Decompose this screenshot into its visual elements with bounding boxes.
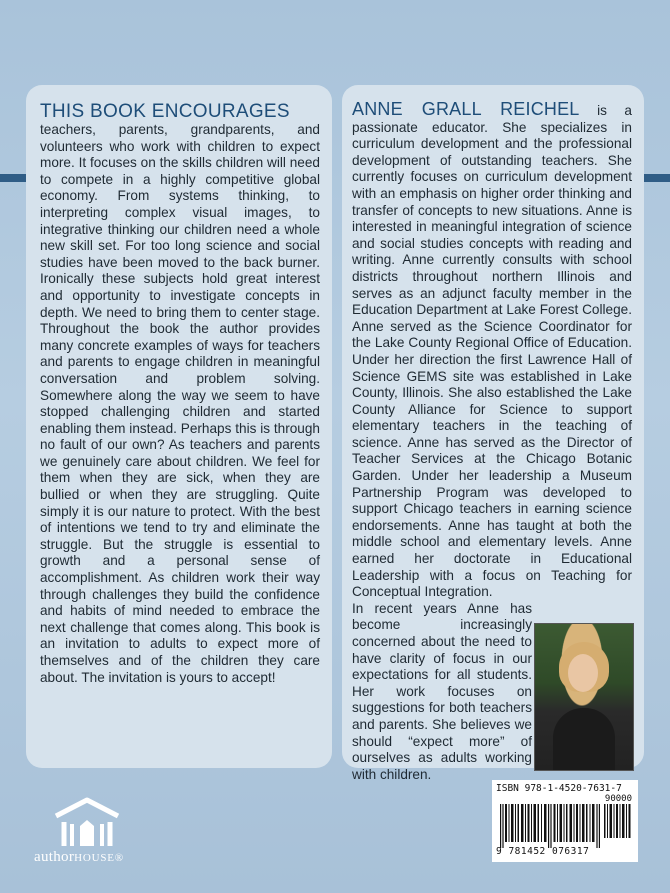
barcode-price-code: 90000 (604, 794, 632, 804)
barcode-price-bars (604, 804, 632, 838)
author-bio-text (352, 101, 632, 601)
decorative-rule-right (644, 174, 670, 182)
publisher-name: authorHOUSE® (34, 849, 124, 865)
author-bio-with-photo (352, 601, 632, 784)
book-description-text: teachers, parents, grandparents, and volunteers who work with children to expect more. It focuses on the skills children will need to compete in a highly competitive global economy. From systems thinking, to interpreting complex visual images, to integrative thinking our children need a whole new skill set. For too long science and social studies have been moved to the back burner. Ironically these subjects hold great interest and opportunity to investigate concepts in depth. We need to bring them to center stage. Throughout the book the author provides many concrete examples of ways for teachers and parents to engage children in meaningful conversation and problem solving. Somewhere along the way we seem to have stopped challenging children and started enabling them instead. Perhaps this is through no fault of our own? As teachers and parents we genuinely care about children. We feel for them when they are sick, when they are bullied or when they are struggling. Quite simply it is our nature to protect. With the best of intentions we tend to try and eliminate the struggle. But the struggle is essential to growth and a personal sense of accomplishment. As children work their way through challenges they build the confidence and habits of mind needed to embrace the next challenge that comes along. This book is an invitation to adults to expect more of themselves and of the children they care about. The invitation is yours to accept! (40, 122, 320, 685)
publisher-logo (34, 796, 144, 866)
publisher-house-icon (52, 796, 122, 848)
author-bio-body: is a passionate educator. She specializes in curriculum development and the professional development of outstanding teachers. She currently focuses on curriculum development with an emphasis on higher order thinking and transfer of concepts to new situations. Anne is interested in meaningful integration of science and social studies concepts with reading and writing. Anne currently consults with school districts throughout northern Illinois and serves as an adjunct faculty member in the Education Department at Lake Forest College. Anne served as the Science Coordinator for the Lake County Regional Office of Education. Under her direction the first Lawrence Hall of Science GEMS site was established in Lake County, Illinois. She also established the Lake County Alliance for Science to support elementary teachers in the teaching of science. Anne has served as the Director of Teacher Services at the Chicago Botanic Garden. Under her leadership a Museum Partnership Program was developed to support Chicago teachers in earning science endorsements. Anne has taught at both the middle school and elementary levels. Anne earned her doctorate in Educational Leadership with a focus on Teaching for Conceptual Integration. (352, 103, 632, 600)
barcode-bars (500, 804, 600, 848)
author-bio-panel (342, 85, 644, 782)
barcode-digits: 9 781452 076317 (496, 846, 590, 857)
author-bio-closing: In recent years Anne has become increasingly concerned about the need to have clarity of focus in our expectations for all students. Her work focuses on suggestions for both teachers and parents. She believes we should “expect more” of ourselves as adults working with children. (352, 600, 532, 782)
book-description-panel (26, 85, 332, 768)
isbn-barcode (492, 780, 638, 862)
author-name: ANNE GRALL REICHEL (352, 99, 580, 119)
decorative-rule-left (0, 174, 26, 182)
book-description-heading: THIS BOOK ENCOURAGES (40, 101, 290, 122)
isbn-number: ISBN 978-1-4520-7631-7 (496, 783, 622, 794)
author-photo (534, 623, 634, 771)
